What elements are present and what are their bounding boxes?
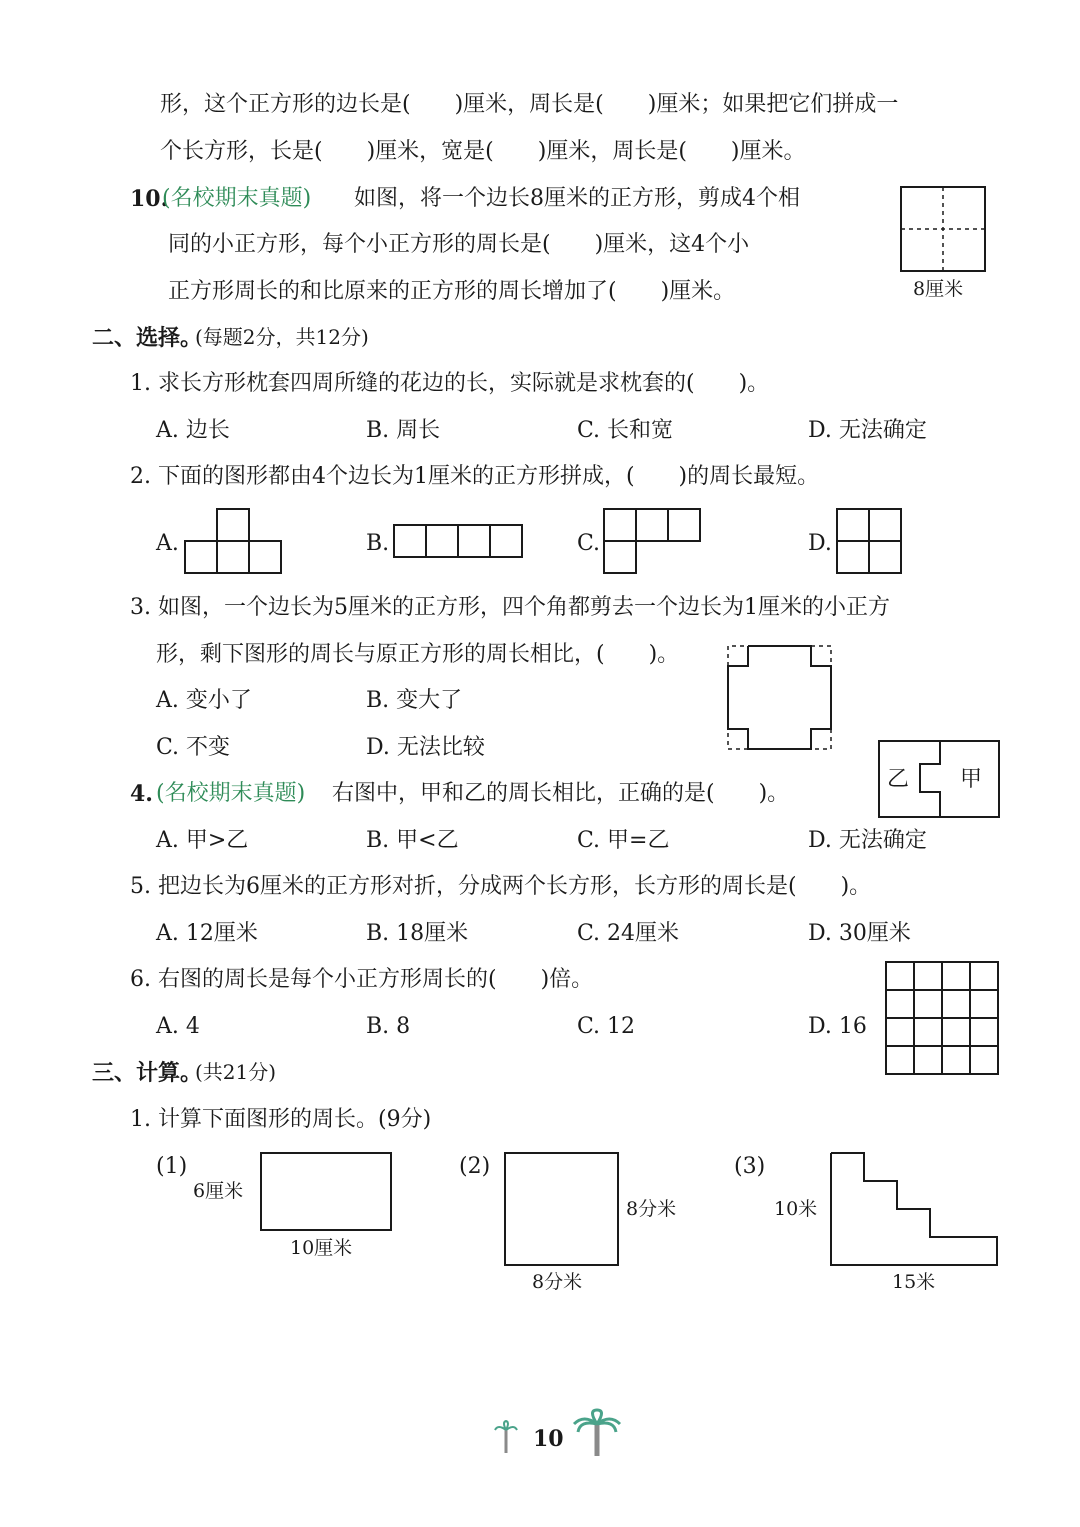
s2-q1-option-c: C. 长和宽 bbox=[577, 418, 674, 443]
s2-q5-text: 5. 把边长为6厘米的正方形对折，分成两个长方形，长方形的周长是( )。 bbox=[130, 874, 872, 899]
s2-q4-option-c: C. 甲=乙 bbox=[577, 828, 670, 853]
s2-q2-shape-c bbox=[603, 508, 701, 574]
s2-q6-option-b: B. 8 bbox=[366, 1014, 411, 1039]
s3-fig2-side-label: 8分米 bbox=[626, 1198, 677, 1220]
s2-q6-grid-figure bbox=[885, 961, 999, 1075]
section2-title: 二、选择。 bbox=[92, 325, 203, 351]
s2-q3-option-c: C. 不变 bbox=[156, 735, 231, 760]
s3-fig2-square bbox=[504, 1152, 619, 1266]
q10-number: 10. bbox=[130, 186, 169, 212]
s2-q3-option-a: A. 变小了 bbox=[156, 688, 252, 713]
s2-q4-text: 右图中，甲和乙的周长相比，正确的是( )。 bbox=[332, 781, 790, 806]
s3-fig3-staircase bbox=[830, 1152, 1000, 1266]
q9-line1: 形，这个正方形的边长是( )厘米，周长是( )厘米；如果把它们拼成一 bbox=[160, 92, 899, 117]
s3-fig3-bottom-label: 15米 bbox=[892, 1271, 936, 1293]
q10-square-figure bbox=[900, 186, 986, 272]
q10-figure-label: 8厘米 bbox=[913, 278, 964, 300]
s2-q4-figure-jia: 甲 bbox=[960, 767, 983, 792]
s3-fig1-rectangle bbox=[260, 1152, 392, 1232]
q10-line2: 同的小正方形，每个小正方形的周长是( )厘米，这4个小 bbox=[168, 232, 750, 257]
s2-q6-option-d: D. 16 bbox=[808, 1014, 867, 1039]
s2-q4-source-tag: (名校期末真题) bbox=[156, 781, 306, 806]
s3-fig1-side-label: 6厘米 bbox=[193, 1180, 244, 1202]
s2-q1-text: 1. 求长方形枕套四周所缝的花边的长，实际就是求枕套的( )。 bbox=[130, 371, 770, 396]
s2-q2-option-b: B. bbox=[366, 531, 390, 556]
q10-source-tag: (名校期末真题) bbox=[162, 186, 312, 211]
s2-q2-option-c: C. bbox=[577, 531, 601, 556]
s2-q4-option-a: A. 甲>乙 bbox=[156, 828, 249, 853]
s3-fig2-number: (2) bbox=[459, 1154, 491, 1179]
s2-q2-option-a: A. bbox=[156, 531, 179, 556]
section3-title: 三、计算。 bbox=[92, 1060, 203, 1086]
large-palm-icon bbox=[572, 1410, 622, 1458]
s2-q2-shape-d bbox=[836, 508, 902, 574]
q10-line1: 如图，将一个边长8厘米的正方形，剪成4个相 bbox=[354, 186, 800, 211]
s3-q1-text: 1. 计算下面图形的周长。(9分) bbox=[130, 1107, 432, 1132]
s2-q3-option-d: D. 无法比较 bbox=[366, 735, 485, 760]
s2-q2-option-d: D. bbox=[808, 531, 832, 556]
section3-note: (共21分) bbox=[195, 1060, 277, 1084]
s2-q6-option-c: C. 12 bbox=[577, 1014, 636, 1039]
s2-q4-option-b: B. 甲<乙 bbox=[366, 828, 459, 853]
s2-q2-shape-a bbox=[184, 508, 282, 574]
s2-q6-option-a: A. 4 bbox=[156, 1014, 200, 1039]
s2-q6-text: 6. 右图的周长是每个小正方形周长的( )倍。 bbox=[130, 967, 594, 992]
s2-q3-cut-square-figure bbox=[727, 645, 833, 751]
s2-q5-option-c: C. 24厘米 bbox=[577, 921, 680, 946]
s2-q4-option-d: D. 无法确定 bbox=[808, 828, 927, 853]
s2-q1-option-b: B. 周长 bbox=[366, 418, 441, 443]
s2-q2-text: 2. 下面的图形都由4个边长为1厘米的正方形拼成，( )的周长最短。 bbox=[130, 464, 820, 489]
s2-q5-option-b: B. 18厘米 bbox=[366, 921, 469, 946]
s2-q4-figure-yi: 乙 bbox=[887, 767, 910, 792]
q10-line3: 正方形周长的和比原来的正方形的周长增加了( )厘米。 bbox=[168, 279, 736, 304]
s2-q1-option-d: D. 无法确定 bbox=[808, 418, 927, 443]
s3-fig2-bottom-label: 8分米 bbox=[532, 1271, 583, 1293]
s2-q5-option-a: A. 12厘米 bbox=[156, 921, 258, 946]
s2-q2-shape-b bbox=[393, 524, 523, 558]
s2-q3-option-b: B. 变大了 bbox=[366, 688, 463, 713]
s3-fig3-side-label: 10米 bbox=[774, 1198, 818, 1220]
s3-fig1-number: (1) bbox=[156, 1154, 188, 1179]
section2-note: (每题2分，共12分) bbox=[195, 325, 369, 349]
s2-q3-line2: 形，剩下图形的周长与原正方形的周长相比，( )。 bbox=[156, 642, 680, 667]
small-palm-icon bbox=[494, 1420, 518, 1454]
s2-q5-option-d: D. 30厘米 bbox=[808, 921, 911, 946]
q9-line2: 个长方形，长是( )厘米，宽是( )厘米，周长是( )厘米。 bbox=[160, 139, 806, 164]
s3-fig1-bottom-label: 10厘米 bbox=[290, 1237, 353, 1259]
s2-q1-option-a: A. 边长 bbox=[156, 418, 230, 443]
page-number: 10 bbox=[533, 1426, 564, 1452]
s2-q3-line1: 3. 如图，一个边长为5厘米的正方形，四个角都剪去一个边长为1厘米的小正方 bbox=[130, 595, 890, 620]
s3-fig3-number: (3) bbox=[734, 1154, 766, 1179]
s2-q4-number: 4. bbox=[130, 781, 153, 807]
